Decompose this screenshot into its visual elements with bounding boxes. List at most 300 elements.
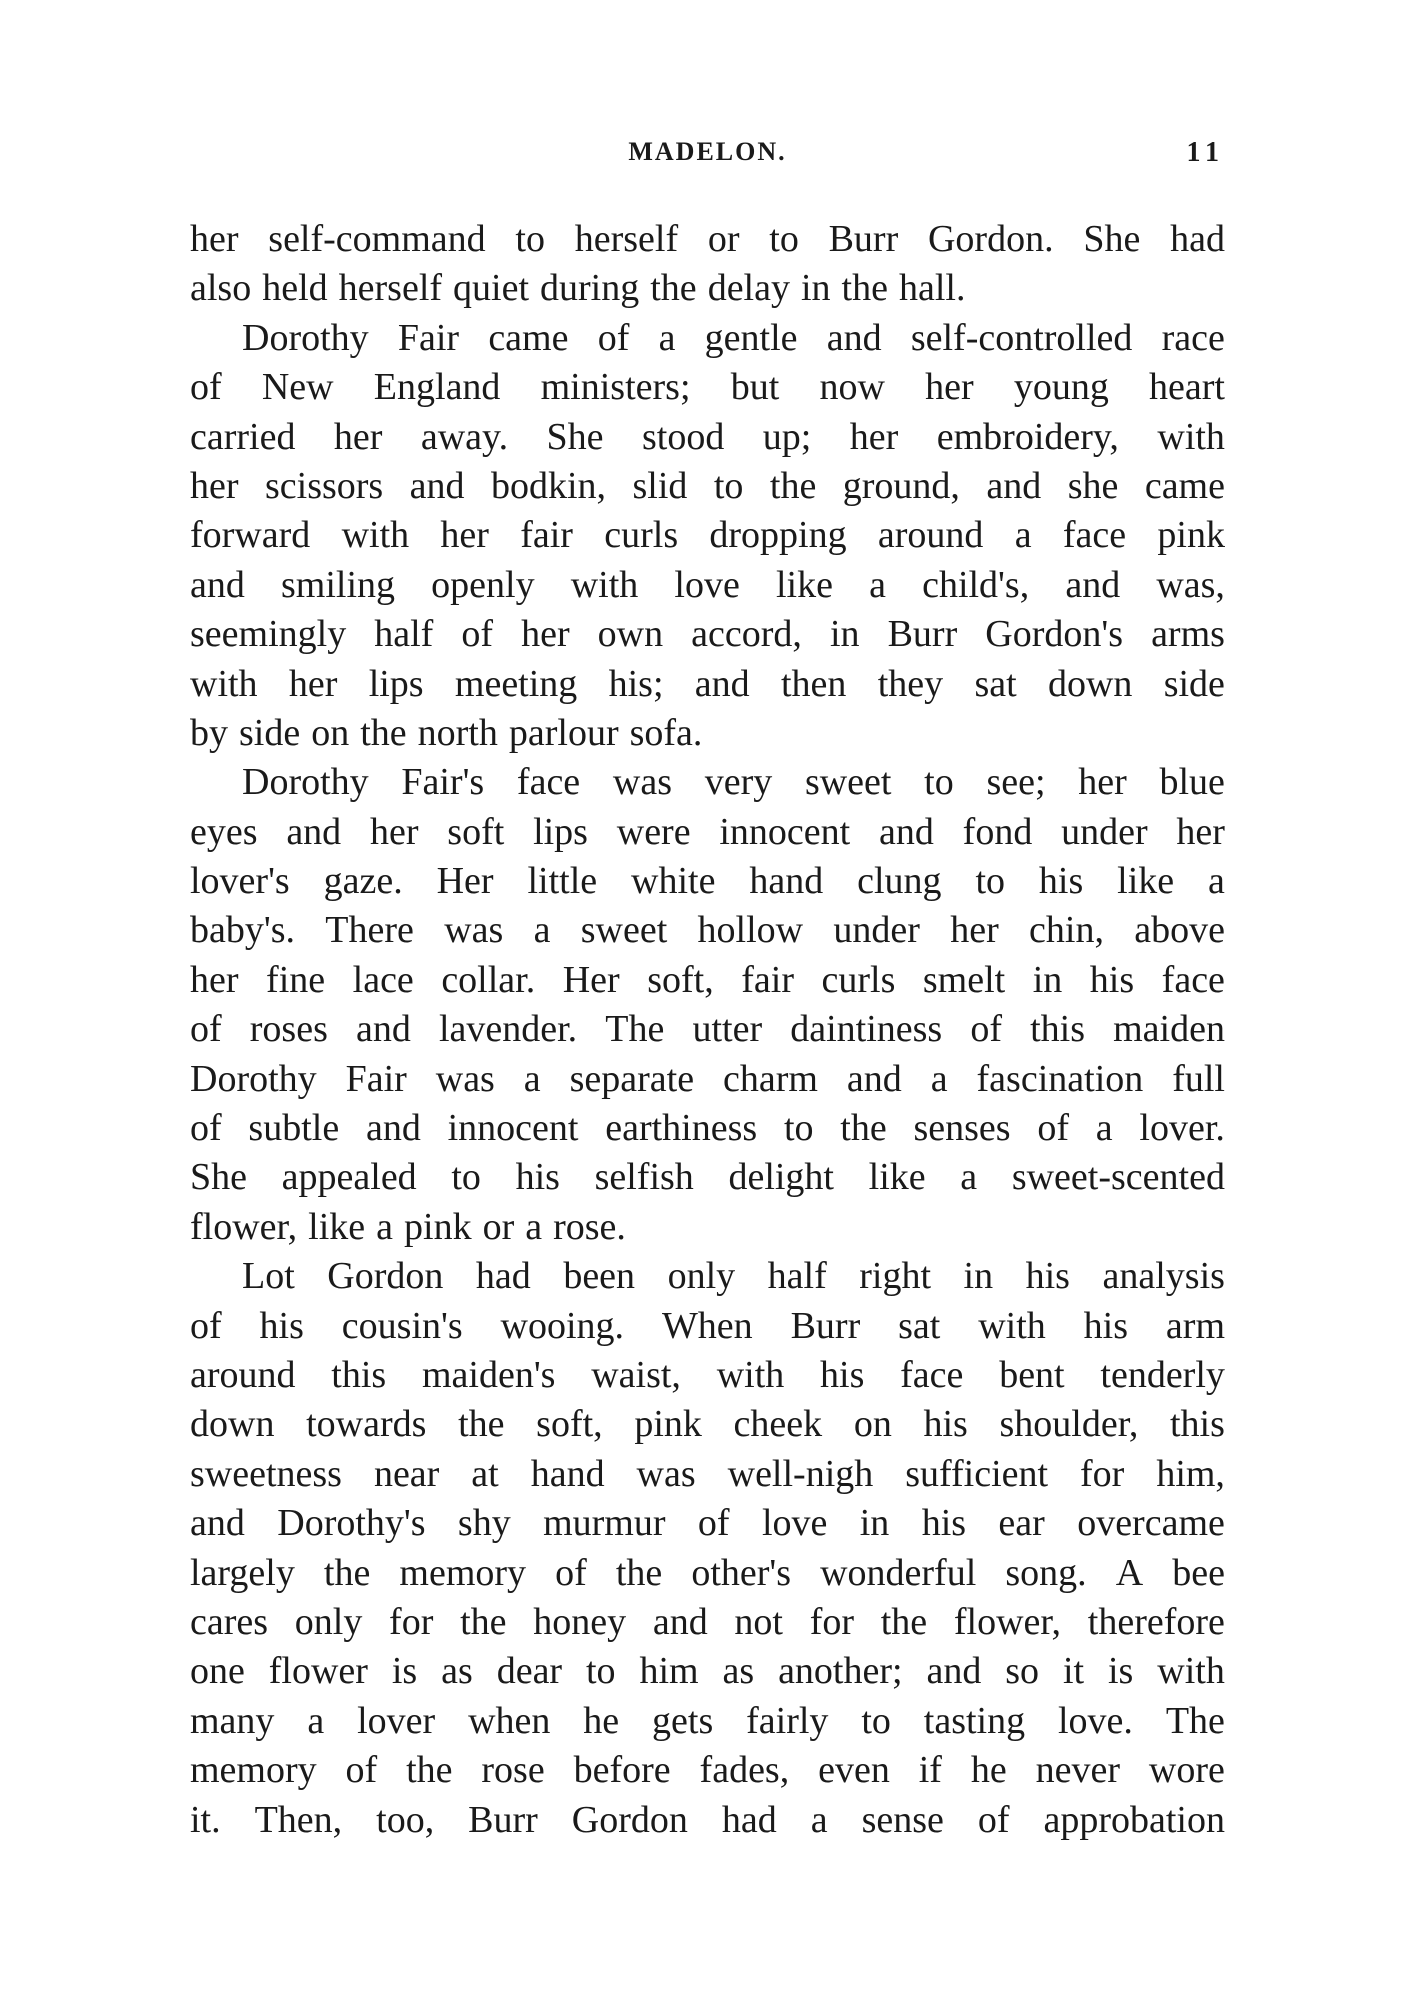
word: and <box>190 1502 245 1545</box>
word: the <box>615 1551 663 1594</box>
word: fades, <box>699 1749 790 1792</box>
word: white <box>631 860 716 903</box>
word: arms <box>1151 613 1225 656</box>
word: soft, <box>536 1403 603 1446</box>
word: race <box>1161 316 1225 359</box>
word: Then, <box>254 1798 343 1841</box>
word: her <box>333 415 383 458</box>
word: her <box>190 958 239 1001</box>
word: fairly <box>746 1699 829 1742</box>
word: around <box>877 514 984 557</box>
word: like <box>868 1156 926 1199</box>
word: he <box>970 1749 1007 1792</box>
word: a <box>525 1205 543 1248</box>
word: young <box>1013 366 1109 409</box>
word: clung <box>857 860 942 903</box>
word: tasting <box>923 1699 1026 1742</box>
text-line <box>190 215 1225 264</box>
word: lace <box>352 958 414 1001</box>
word: her <box>925 366 974 409</box>
word: at <box>471 1452 499 1495</box>
word: his <box>923 1403 968 1446</box>
word: face <box>1161 958 1225 1001</box>
word: face <box>1062 514 1127 557</box>
word: right <box>859 1255 932 1298</box>
word: Gordon <box>327 1255 444 1298</box>
word: the <box>841 267 888 310</box>
word: approbation <box>1043 1798 1225 1841</box>
word: with <box>1157 1650 1225 1693</box>
word: of <box>970 1008 1002 1051</box>
word: dropping <box>709 514 847 557</box>
word: shoulder, <box>999 1403 1139 1446</box>
text-line <box>190 610 1225 659</box>
word: and <box>879 810 934 853</box>
word: and <box>409 464 465 507</box>
word: pink <box>634 1403 702 1446</box>
word: honey <box>533 1600 627 1643</box>
word: subtle <box>248 1107 340 1150</box>
word: her <box>1176 810 1225 853</box>
word: own <box>597 613 664 656</box>
word: her <box>288 662 338 705</box>
word: sufficient <box>905 1452 1049 1495</box>
word: and <box>355 1008 411 1051</box>
word: Dorothy <box>190 1057 317 1100</box>
word: a <box>810 1798 828 1841</box>
word: rose <box>481 1749 545 1792</box>
word: his <box>820 1353 865 1396</box>
word: Her <box>436 860 494 903</box>
word: of <box>555 1551 587 1594</box>
word: fascination <box>976 1057 1144 1100</box>
text-line <box>190 956 1225 1005</box>
word: other's <box>691 1551 792 1594</box>
word: north <box>417 711 498 754</box>
word: of <box>461 613 494 656</box>
word: delay <box>707 267 790 310</box>
word: lips <box>368 662 424 705</box>
text-line <box>190 1697 1225 1746</box>
word: the <box>323 1551 371 1594</box>
word: stood <box>641 415 725 458</box>
word: on <box>853 1403 892 1446</box>
word: of <box>345 1749 378 1792</box>
text-line <box>190 363 1225 412</box>
word: blue <box>1159 761 1225 804</box>
word: was <box>636 1452 696 1495</box>
word: Gordon <box>571 1798 688 1841</box>
word: the <box>460 1600 507 1643</box>
text-line <box>190 1450 1225 1499</box>
word: and <box>826 316 882 359</box>
word: his <box>1025 1255 1070 1298</box>
word: ear <box>998 1502 1045 1545</box>
word: Dorothy's <box>277 1502 426 1545</box>
word: with <box>716 1353 785 1396</box>
word: it. <box>190 1798 221 1841</box>
word: eyes <box>190 810 258 853</box>
text-line <box>190 1302 1225 1351</box>
word: she <box>1067 464 1119 507</box>
word: maiden <box>1113 1008 1225 1051</box>
body-text <box>190 215 1225 1845</box>
word: flower, <box>953 1600 1062 1643</box>
word: came <box>1144 464 1225 507</box>
word: delight <box>728 1156 834 1199</box>
word: to <box>451 1156 481 1199</box>
word: gentle <box>704 316 798 359</box>
word: Burr <box>790 1304 861 1347</box>
word: fine <box>266 958 326 1001</box>
word: a <box>1014 514 1032 557</box>
word: love <box>761 1502 828 1545</box>
word: see; <box>986 761 1046 804</box>
word: with <box>978 1304 1046 1347</box>
word: of <box>977 1798 1010 1841</box>
word: even <box>818 1749 890 1792</box>
word: hall. <box>898 267 966 310</box>
word: hand <box>530 1452 605 1495</box>
word: sweet <box>580 909 668 952</box>
word: with <box>1157 415 1225 458</box>
word: memory <box>190 1749 317 1792</box>
word: or <box>482 1205 515 1248</box>
word: murmur <box>543 1502 666 1545</box>
word: hollow <box>697 909 804 952</box>
word: it <box>1062 1650 1085 1693</box>
word: memory <box>399 1551 527 1594</box>
word: to <box>783 1107 814 1150</box>
word: so <box>1005 1650 1040 1693</box>
word: face <box>900 1353 964 1396</box>
word: roses <box>249 1008 328 1051</box>
text-line <box>190 1796 1225 1845</box>
word: and <box>190 563 245 606</box>
word: like <box>1117 860 1175 903</box>
word: overcame <box>1077 1502 1225 1545</box>
word: lover <box>357 1699 436 1742</box>
word: fond <box>962 810 1033 853</box>
word: they <box>877 662 944 705</box>
word: little <box>527 860 598 903</box>
word: was <box>435 1057 495 1100</box>
word: the <box>360 711 407 754</box>
word: curls <box>604 514 679 557</box>
word: her <box>369 810 419 853</box>
word: full <box>1172 1057 1225 1100</box>
word: Lot <box>242 1255 295 1298</box>
text-line <box>190 1647 1225 1696</box>
word: dear <box>496 1650 563 1693</box>
word: pink <box>1157 514 1225 557</box>
word: to <box>769 218 799 260</box>
word: a <box>1208 860 1225 903</box>
word: fair <box>520 514 573 557</box>
word: as <box>722 1650 755 1693</box>
word: him <box>639 1650 699 1693</box>
word: Her <box>562 958 620 1001</box>
word: sofa. <box>629 711 703 754</box>
word: him, <box>1156 1452 1225 1495</box>
word: Fair <box>345 1057 407 1100</box>
word: wore <box>1148 1749 1225 1792</box>
word: also <box>190 267 252 310</box>
word: slid <box>632 464 688 507</box>
word: bee <box>1172 1551 1225 1594</box>
word: then <box>780 662 847 705</box>
word: sweet-scented <box>1011 1156 1225 1199</box>
word: never <box>1035 1749 1121 1792</box>
word: was <box>612 761 672 804</box>
word: to <box>515 218 545 260</box>
word: gaze. <box>323 860 403 903</box>
word: down <box>190 1403 275 1446</box>
word: held <box>262 267 328 310</box>
word: curls <box>821 958 896 1001</box>
word: therefore <box>1087 1600 1225 1643</box>
text-line <box>190 1153 1225 1202</box>
word: of <box>190 1304 222 1347</box>
word: around <box>190 1353 296 1396</box>
word: away. <box>420 415 509 458</box>
word: chin, <box>1029 909 1104 952</box>
word: his <box>259 1304 304 1347</box>
word: soft, <box>647 958 714 1001</box>
word: Burr <box>828 218 899 260</box>
word: during <box>540 267 640 310</box>
text-line <box>190 1598 1225 1647</box>
word: up; <box>762 415 812 458</box>
word: in <box>800 267 831 310</box>
word: on <box>311 711 350 754</box>
word: and <box>986 464 1042 507</box>
word: too, <box>376 1798 435 1841</box>
word: of <box>190 1107 222 1150</box>
word: sat <box>898 1304 941 1347</box>
word: her <box>190 464 239 507</box>
word: was, <box>1156 563 1225 606</box>
word: to <box>924 761 954 804</box>
word: embroidery, <box>936 415 1119 458</box>
word: She <box>546 415 604 458</box>
word: song. <box>1005 1551 1087 1594</box>
word: with <box>570 563 639 606</box>
text-line <box>190 660 1225 709</box>
word: daintiness <box>790 1008 943 1051</box>
word: a <box>869 563 886 606</box>
word: She <box>1083 218 1141 260</box>
word: scissors <box>264 464 384 507</box>
word: self-command <box>268 218 486 260</box>
word: in <box>1032 958 1063 1001</box>
word: hand <box>749 860 824 903</box>
word: sense <box>861 1798 944 1841</box>
word: in <box>963 1255 994 1298</box>
word: is <box>1108 1650 1134 1693</box>
text-line <box>190 462 1225 511</box>
word: openly <box>431 563 535 606</box>
word: to <box>975 860 1005 903</box>
word: his <box>1089 958 1135 1001</box>
word: and <box>365 1107 421 1150</box>
word: bodkin, <box>491 464 607 507</box>
word: of <box>597 316 630 359</box>
word: herself <box>338 267 443 310</box>
word: many <box>190 1699 275 1742</box>
word: There <box>325 909 414 952</box>
word: was <box>444 909 504 952</box>
word: above <box>1134 909 1225 952</box>
word: his <box>921 1502 967 1545</box>
word: been <box>563 1255 636 1298</box>
word: half <box>767 1255 827 1298</box>
word: for <box>389 1600 434 1643</box>
word: or <box>707 218 740 260</box>
word: self-controlled <box>910 316 1133 359</box>
word: of <box>697 1502 730 1545</box>
word: this <box>331 1353 387 1396</box>
word: a <box>960 1156 978 1199</box>
word: had <box>475 1255 531 1298</box>
word: Gordon's <box>985 613 1124 656</box>
running-head <box>190 137 1225 177</box>
word: soft <box>447 810 505 853</box>
word: and <box>652 1600 708 1643</box>
word: She <box>190 1156 247 1199</box>
word: and <box>926 1650 982 1693</box>
word: senses <box>913 1107 1011 1150</box>
word: and <box>846 1057 902 1100</box>
word: of <box>190 366 222 409</box>
word: Fair's <box>401 761 485 804</box>
word: bent <box>999 1353 1065 1396</box>
text-line <box>190 758 1225 807</box>
text-line <box>190 1499 1225 1548</box>
word: The <box>1165 1699 1225 1742</box>
word: gets <box>652 1699 714 1742</box>
word: flower <box>268 1650 368 1693</box>
word: wooing. <box>500 1304 625 1347</box>
word: fair <box>741 958 794 1001</box>
word: meeting <box>454 662 578 705</box>
text-line <box>190 511 1225 560</box>
text-line <box>190 906 1225 955</box>
word: as <box>441 1650 473 1693</box>
word: heart <box>1149 366 1225 409</box>
word: smelt <box>922 958 1006 1001</box>
word: towards <box>306 1403 427 1446</box>
word: sweetness <box>190 1452 342 1495</box>
word: his <box>1083 1304 1129 1347</box>
word: utter <box>692 1008 763 1051</box>
word: but <box>730 366 780 409</box>
word: arm <box>1165 1304 1225 1347</box>
text-line <box>190 1746 1225 1795</box>
word: by <box>190 711 228 754</box>
word: her <box>849 415 899 458</box>
word: lover. <box>1139 1107 1225 1150</box>
word: face <box>516 761 581 804</box>
word: cheek <box>733 1403 823 1446</box>
word: largely <box>190 1551 295 1594</box>
word: lover's <box>190 860 290 903</box>
word: down <box>1047 662 1133 705</box>
word: for <box>809 1600 855 1643</box>
word: very <box>704 761 773 804</box>
word: wonderful <box>820 1551 977 1594</box>
word: Gordon. <box>927 218 1054 260</box>
word: her <box>1078 761 1127 804</box>
word: rose. <box>553 1205 626 1248</box>
word: forward <box>190 514 311 557</box>
word: came <box>488 316 569 359</box>
running-title: MADELON. <box>628 137 787 166</box>
word: a <box>376 1205 394 1248</box>
text-line <box>190 314 1225 363</box>
word: under <box>833 909 920 952</box>
word: parlour <box>508 711 619 754</box>
text-line <box>190 1203 1225 1252</box>
word: Fair <box>397 316 460 359</box>
text-line <box>190 561 1225 610</box>
word: love. <box>1058 1699 1133 1742</box>
word: accord, <box>691 613 802 656</box>
text-line <box>190 808 1225 857</box>
word: only <box>294 1600 363 1643</box>
word: the <box>840 1107 887 1150</box>
word: analysis <box>1102 1255 1225 1298</box>
word: waist, <box>591 1353 681 1396</box>
word: with <box>190 662 258 705</box>
word: his <box>515 1156 560 1199</box>
text-line <box>190 709 1225 758</box>
word: half <box>374 613 434 656</box>
word: her <box>950 909 999 952</box>
word: of <box>1037 1107 1070 1150</box>
word: sweet <box>804 761 892 804</box>
word: selfish <box>594 1156 694 1199</box>
word: pink <box>404 1205 472 1248</box>
word: A <box>1115 1551 1144 1594</box>
word: the <box>769 464 817 507</box>
text-line <box>190 413 1225 462</box>
word: seemingly <box>190 613 347 656</box>
word: not <box>734 1600 783 1643</box>
word: like <box>775 563 833 606</box>
word: collar. <box>441 958 536 1001</box>
word: his <box>1038 860 1084 903</box>
word: if <box>918 1749 942 1792</box>
word: another; <box>778 1650 903 1693</box>
word: lavender. <box>438 1008 578 1051</box>
word: with <box>341 514 410 557</box>
word: herself <box>574 218 679 260</box>
word: baby's. <box>190 909 296 952</box>
word: her <box>521 613 570 656</box>
text-line <box>190 1549 1225 1598</box>
word: charm <box>723 1057 818 1100</box>
word: shy <box>457 1502 511 1545</box>
word: a <box>658 316 676 359</box>
word: in <box>829 613 860 656</box>
text-line <box>190 1400 1225 1449</box>
word: England <box>373 366 501 409</box>
word: smiling <box>281 563 396 606</box>
word: were <box>616 810 691 853</box>
word: only <box>667 1255 736 1298</box>
word: earthiness <box>605 1107 758 1150</box>
